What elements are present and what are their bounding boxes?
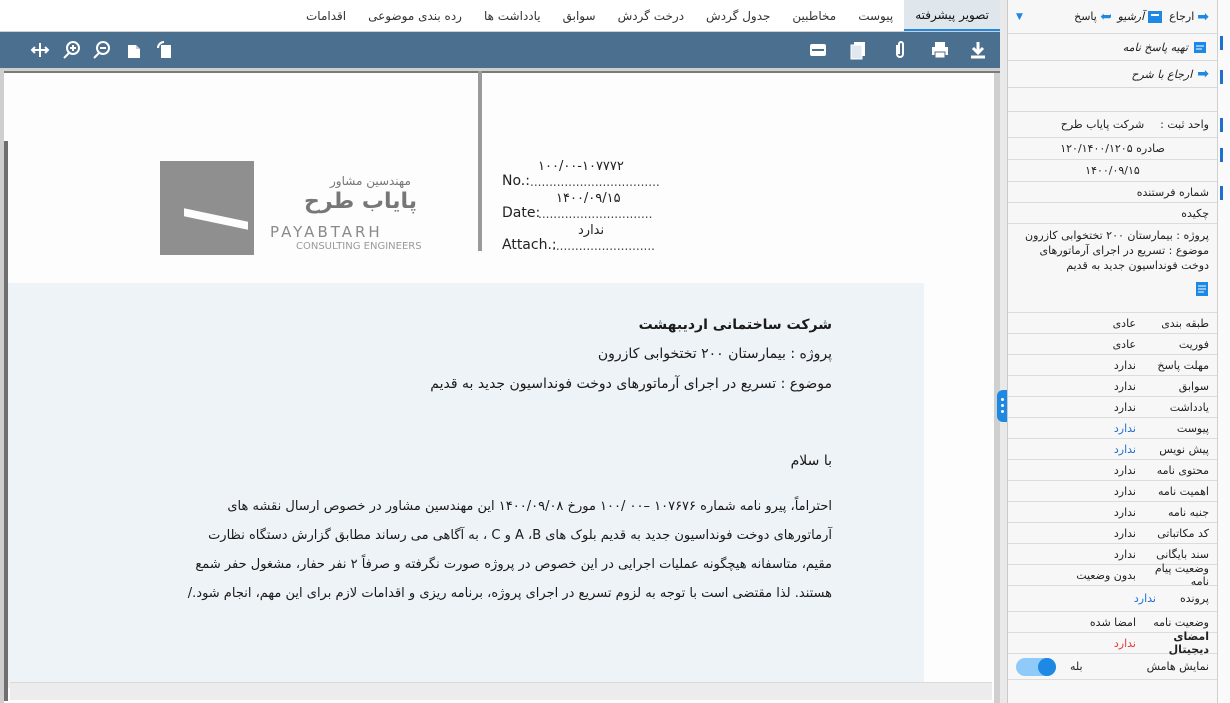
tab-attachment[interactable]: پیوست (858, 8, 894, 23)
field-value: ندارد (1113, 484, 1136, 498)
field-list (1008, 313, 1217, 586)
field-value[interactable]: ندارد (1113, 421, 1136, 435)
letter-info-panel (1007, 0, 1217, 703)
tab-subject-category[interactable]: رده بندی موضوعی (368, 8, 462, 23)
print-icon[interactable] (930, 40, 950, 60)
refer-label: ارجاع (1169, 10, 1195, 23)
reply-button[interactable] (1074, 10, 1111, 24)
file-row (1008, 586, 1217, 612)
rotate-left-icon[interactable] (156, 40, 176, 60)
strip-marker (1220, 186, 1223, 200)
field-label: فوریت (1178, 337, 1209, 351)
doc-icon-row (1008, 277, 1217, 313)
sender-number-label: شماره فرستنده (1136, 185, 1209, 199)
download-icon[interactable] (968, 40, 988, 60)
letter-date-label: Date: (502, 205, 541, 221)
strip-marker (1220, 118, 1223, 132)
prepare-reply-link[interactable] (1008, 34, 1217, 61)
strip-marker (1220, 148, 1223, 162)
reply-arrow-icon: ➥ (1099, 8, 1112, 25)
abstract-line-3: دوخت فونداسیون جدید به قدیم (1066, 259, 1209, 272)
letter-recipient: شرکت ساختمانی اردیبهشت (638, 317, 832, 333)
logo-title-fa: پایاب طرح (304, 189, 418, 214)
field-row (1008, 460, 1217, 481)
field-value: عادی (1112, 316, 1136, 330)
field-label: اهمیت نامه (1157, 484, 1209, 498)
show-margin-row (1008, 654, 1217, 680)
letter-paragraph-line-1: احتراماً، پیرو نامه شماره ۱۰۷۶۷۶ –۰۰ /۱۰۰ مورخ ۱۴۰۰/۰۹/۰۸ این مهندسین مشاور در خصوص ارسال نقشه های (227, 499, 832, 514)
letter-greeting: با سلام (790, 453, 832, 469)
field-row (1008, 562, 1217, 588)
field-value: ندارد (1113, 505, 1136, 519)
rotate-right-icon[interactable] (124, 40, 144, 60)
field-row (1008, 376, 1217, 397)
tab-recipients[interactable]: مخاطبین (792, 8, 837, 23)
tab-flow-table[interactable]: جدول گردش (706, 8, 771, 23)
date-row: ۱۴۰۰/۰۹/۱۵ (1008, 160, 1217, 182)
zoom-out-icon[interactable] (92, 40, 112, 60)
tab-flow-tree[interactable]: درخت گردش (617, 8, 685, 23)
field-row (1008, 502, 1217, 523)
strip-marker (1220, 70, 1223, 84)
abstract-row (1008, 203, 1217, 224)
show-margin-value: بله (1070, 660, 1083, 673)
fit-width-icon[interactable] (30, 40, 50, 60)
letter-paragraph-line-3: مقیم، متاسفانه هیچگونه عملیات اجرایی در این خصوص در پروژه صورت نگرفته و صرفاً ۲ نفر حفار، مشغول حفر شمع (195, 557, 832, 572)
field-row (1008, 481, 1217, 502)
field-row (1008, 439, 1217, 460)
refer-arrow-icon: ➡ (1197, 8, 1209, 25)
field-label: مهلت پاسخ (1157, 358, 1209, 372)
refer-with-note-label: ارجاع با شرح (1131, 67, 1193, 81)
letter-subject: موضوع : تسریع در اجرای آرماتورهای دوخت فونداسیون جدید به قدیم (430, 376, 832, 392)
unit-label: واحد ثبت : (1160, 118, 1209, 131)
panel-actions-row (1008, 0, 1217, 34)
document-icon[interactable] (1195, 281, 1209, 297)
compose-icon (1193, 40, 1209, 54)
field-value: ندارد (1113, 547, 1136, 561)
field-label: پیش نویس (1159, 442, 1209, 456)
letter-page (4, 71, 994, 703)
letter-no-value: ۱۰۰/۰۰-۱۰۷۷۷۲ (538, 159, 624, 174)
tab-actions[interactable]: اقدامات (305, 8, 347, 23)
digital-signature-label: امضای دیجیتال (1168, 630, 1209, 656)
field-value: عادی (1112, 337, 1136, 351)
sender-number-row (1008, 182, 1217, 203)
field-label: محتوی نامه (1156, 463, 1209, 477)
letter-project: پروژه : بیمارستان ۲۰۰ تختخوابی کازرون (597, 346, 832, 362)
field-row (1008, 313, 1217, 334)
field-row (1008, 334, 1217, 355)
field-row (1008, 355, 1217, 376)
letter-no-label: No.: (502, 173, 530, 189)
field-row (1008, 523, 1217, 544)
abstract-label: چکیده (1181, 206, 1209, 220)
copy-icon[interactable] (848, 40, 868, 60)
letter-no-dots: .................................. (530, 175, 660, 189)
field-value: ندارد (1113, 379, 1136, 393)
status-label: وضعیت نامه (1153, 615, 1209, 629)
refer-note-arrow-icon: ➡ (1197, 66, 1209, 82)
field-row (1008, 418, 1217, 439)
document-viewer[interactable] (0, 68, 1000, 703)
refer-button[interactable] (1169, 10, 1209, 24)
spacer (1008, 88, 1217, 112)
letter-attach-value: ندارد (578, 223, 605, 238)
field-label: جنبه نامه (1167, 505, 1209, 519)
file-value[interactable]: ندارد (1133, 592, 1156, 605)
tab-advanced-image[interactable]: تصویر پیشرفته (904, 0, 1000, 31)
show-margin-label: نمایش هامش (1146, 660, 1209, 673)
attachment-icon[interactable] (890, 40, 910, 60)
scan-background (4, 283, 924, 688)
unit-row (1008, 112, 1217, 138)
file-label: پرونده (1179, 592, 1209, 605)
field-label: کد مکاتباتی (1157, 526, 1209, 540)
logo-subtitle-fa: مهندسین مشاور (330, 174, 411, 188)
zoom-in-icon[interactable] (62, 40, 82, 60)
abstract-line-1: پروژه : بیمارستان ۲۰۰ تختخوابی کازرون (1025, 229, 1209, 242)
viewer-toolbar (0, 32, 1000, 68)
field-label: وضعیت پیام نامه (1154, 562, 1209, 588)
logo-subtitle-en: CONSULTING ENGINEERS (296, 241, 422, 252)
letterhead-divider (478, 71, 482, 251)
digital-signature-row (1008, 630, 1217, 656)
logo-title-en: PAYABTARH (270, 223, 383, 241)
unit-value: شرکت پایاب طرح (1060, 118, 1145, 131)
side-strip (1217, 0, 1230, 703)
archive-label: آرشیو (1117, 10, 1145, 23)
issued-row: صادره ۱۲۰/۱۴۰۰/۱۲۰۵ (1008, 138, 1217, 160)
field-value: ندارد (1113, 463, 1136, 477)
horizontal-scrollbar[interactable] (10, 682, 992, 700)
digital-signature-value: ندارد (1113, 636, 1136, 650)
field-label: یادداشت (1169, 400, 1209, 414)
field-value: بدون وضعیت (1076, 568, 1136, 582)
show-margin-control (1016, 658, 1083, 676)
field-value: ندارد (1113, 526, 1136, 540)
strip-marker (1220, 36, 1223, 50)
abstract-line-2: موضوع : تسریع در اجرای آرماتورهای (1039, 244, 1209, 257)
archive-icon (1147, 10, 1163, 24)
status-value: امضا شده (1089, 615, 1136, 629)
top-tabs (0, 0, 1000, 32)
field-row (1008, 397, 1217, 418)
archive-button[interactable] (1118, 10, 1164, 24)
field-value: ندارد (1113, 358, 1136, 372)
letter-attach-dots: ........................... (552, 239, 655, 253)
prepare-reply-label: تهیه پاسخ نامه (1122, 40, 1188, 54)
reply-label: پاسخ (1074, 10, 1097, 23)
tab-notes[interactable]: یادداشت ها (483, 8, 541, 23)
field-value[interactable]: ندارد (1113, 442, 1136, 456)
letter-paragraph-line-4: هستند. لذا مقتضی است با توجه به لزوم تسریع در اجرای پروژه، برنامه ریزی و اقدامات لازم برای این مهم، انجام شود./ (187, 586, 832, 601)
field-label: طبقه بندی (1161, 316, 1209, 330)
company-logo (160, 161, 254, 255)
refer-dropdown-icon[interactable]: ▼ (1016, 11, 1023, 22)
refer-with-note-link[interactable] (1008, 61, 1217, 88)
field-label: سند بایگانی (1156, 547, 1209, 561)
page-top-edge (4, 71, 1000, 73)
show-margin-toggle[interactable] (1016, 658, 1056, 676)
letter-date-value: ۱۴۰۰/۰۹/۱۵ (556, 191, 621, 206)
field-label: پیوست (1176, 421, 1209, 435)
field-label: سوابق (1178, 379, 1209, 393)
tab-history[interactable]: سوابق (562, 8, 596, 23)
scan-left-edge (4, 141, 8, 701)
letter-date-dots: .............................. (538, 207, 653, 221)
letter-attach-label: Attach.: (502, 237, 557, 253)
field-value: ندارد (1113, 400, 1136, 414)
scan-icon[interactable] (808, 40, 828, 60)
abstract-text (1008, 224, 1217, 277)
letter-paragraph-line-2: آرماتورهای دوخت فونداسیون جدید به قدیم بلوک های A ،B و C ، به آگاهی می رساند مطابق گزارش دستگاه نظارت (208, 528, 832, 543)
